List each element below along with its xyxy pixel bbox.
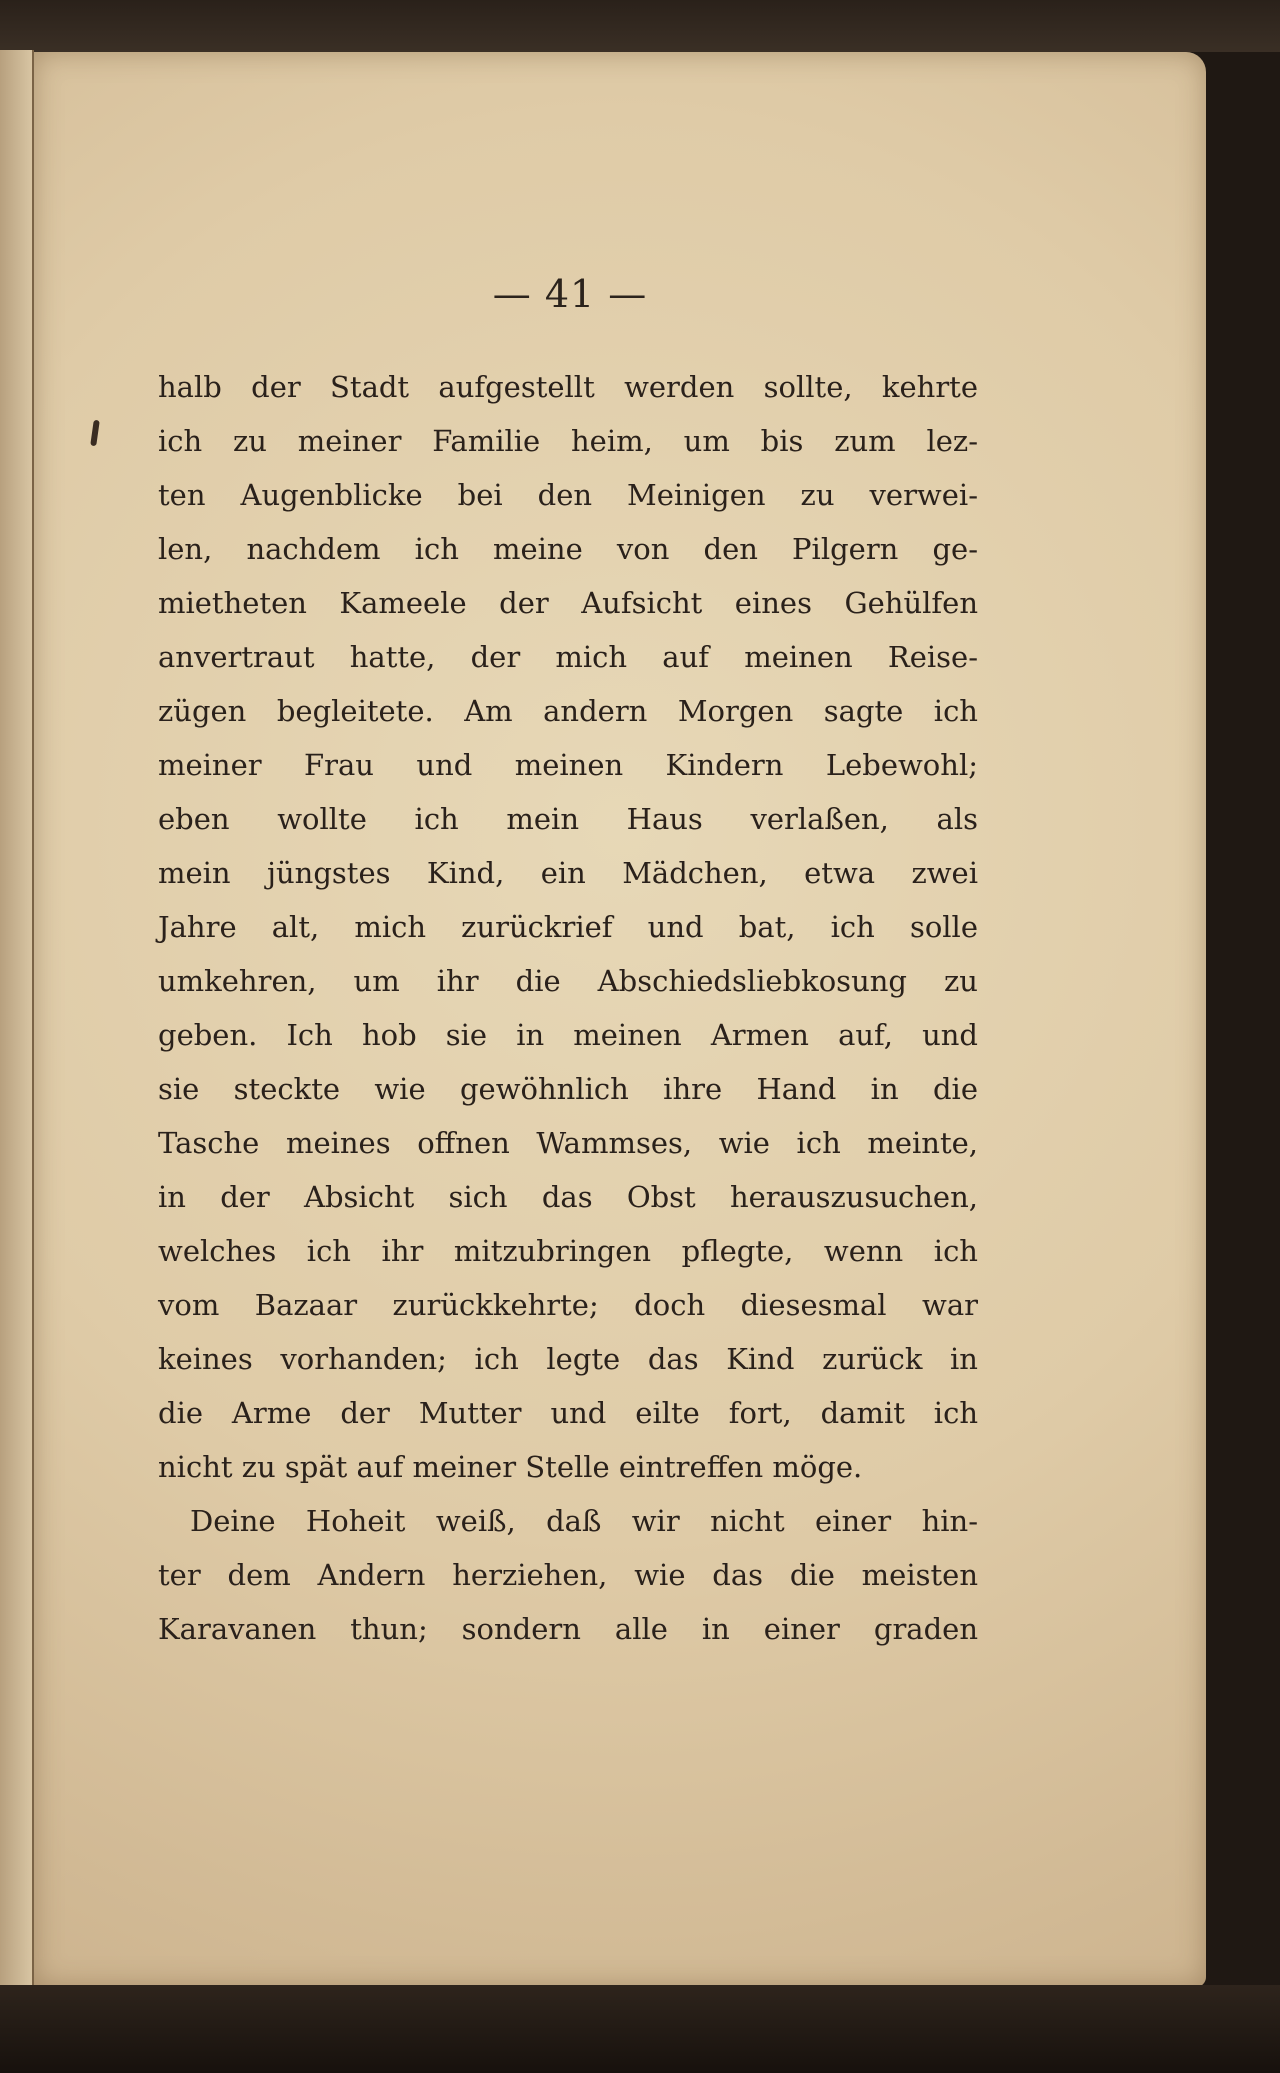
text-line: welches ich ihr mitzubringen pflegte, wenn ich [158,1234,978,1268]
text-line: mein jüngstes Kind, ein Mädchen, etwa zwei [158,856,978,890]
text-line: sie steckte wie gewöhnlich ihre Hand in die [158,1072,978,1106]
text-line: die Arme der Mutter und eilte fort, damit ich [158,1396,978,1430]
left-page-edge [0,50,34,1990]
text-line: umkehren, um ihr die Abschiedsliebkosung zu [158,964,978,998]
text-line: mietheten Kameele der Aufsicht eines Gehülfen [158,586,978,620]
book-top-edge [0,0,1280,52]
text-line: anvertraut hatte, der mich auf meinen Reise- [158,640,978,674]
text-line: ter dem Andern herziehen, wie das die meisten [158,1558,978,1592]
text-line: meiner Frau und meinen Kindern Lebewohl; [158,748,978,782]
text-line: Jahre alt, mich zurückrief und bat, ich solle [158,910,978,944]
text-line: geben. Ich hob sie in meinen Armen auf, und [158,1018,978,1052]
page-number: — 41 — [492,272,648,316]
text-line: keines vorhanden; ich legte das Kind zurück in [158,1342,978,1376]
text-line: vom Bazaar zurückkehrte; doch diesesmal war [158,1288,978,1322]
text-line: Tasche meines offnen Wammses, wie ich meinte, [158,1126,978,1160]
text-line: halb der Stadt aufgestellt werden sollte, kehrte [158,370,978,404]
book-bottom-edge [0,1985,1280,2073]
text-line: eben wollte ich mein Haus verlaßen, als [158,802,978,836]
text-line: len, nachdem ich meine von den Pilgern ge- [158,532,978,566]
text-line: ten Augenblicke bei den Meinigen zu verwei- [158,478,978,512]
text-line: zügen begleitete. Am andern Morgen sagte ich [158,694,978,728]
text-line: nicht zu spät auf meiner Stelle eintreffen möge. [158,1450,863,1484]
text-line: ich zu meiner Familie heim, um bis zum lez- [158,424,978,458]
text-line: Deine Hoheit weiß, daß wir nicht einer hin- [190,1504,978,1538]
text-line: Karavanen thun; sondern alle in einer graden [158,1612,978,1646]
text-line: in der Absicht sich das Obst herauszusuchen, [158,1180,978,1214]
